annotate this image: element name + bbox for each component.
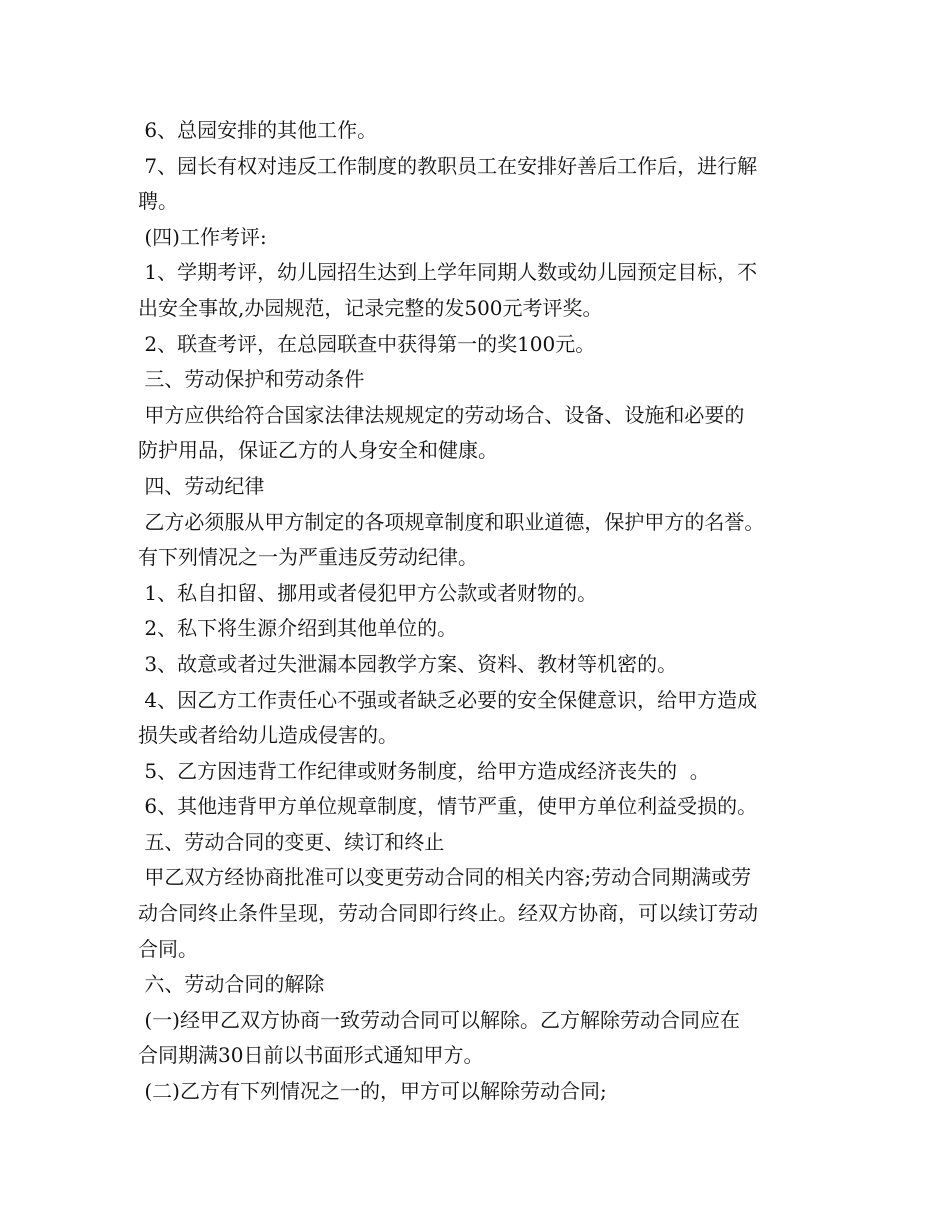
- text-line: 2、联查考评，在总园联查中获得第一的奖100元。: [138, 331, 596, 356]
- text-line: 6、总园安排的其他工作。: [138, 118, 378, 142]
- text-line: 5、乙方因违背工作纪律或财务制度，给甲方造成经济丧失的 。: [138, 758, 710, 783]
- text-line: 有下列情况之一为严重违反劳动纪律。: [138, 545, 478, 570]
- text-line: 动合同终止条件呈现，劳动合同即行终止。经双方协商，可以续订劳动: [138, 901, 758, 926]
- text-line: (二)乙方有下列情况之一的，甲方可以解除劳动合同;: [138, 1079, 607, 1104]
- text-line: 6、其他违背甲方单位规章制度，情节严重，使甲方单位利益受损的。: [138, 794, 758, 819]
- text-line: 乙方必须服从甲方制定的各项规章制度和职业道德，保护甲方的名誉。: [138, 509, 765, 534]
- text-line: 4、因乙方工作责任心不强或者缺乏必要的安全保健意识，给甲方造成: [138, 687, 758, 712]
- section-heading: 四、劳动纪律: [138, 473, 265, 498]
- text-line: 防护用品，保证乙方的人身安全和健康。: [138, 438, 498, 463]
- text-line: 损失或者给幼儿造成侵害的。: [138, 723, 398, 748]
- text-line: 2、私下将生源介绍到其他单位的。: [138, 616, 458, 641]
- text-line: 出安全事故,办园规范，记录完整的发500元考评奖。: [138, 295, 603, 320]
- section-heading: 六、劳动合同的解除: [138, 972, 325, 997]
- text-line: 甲方应供给符合国家法律法规规定的劳动场合、设备、设施和必要的: [138, 402, 745, 427]
- section-heading: 五、劳动合同的变更、续订和终止: [138, 829, 445, 854]
- text-line: 7、园长有权对违反工作制度的教职员工在安排好善后工作后，进行解: [138, 153, 758, 178]
- text-line: 合同。: [138, 936, 198, 961]
- text-line: 1、学期考评，幼儿园招生达到上学年同期人数或幼儿园预定目标，不: [138, 260, 758, 285]
- text-line: 聘。: [138, 189, 178, 214]
- document-body: [138, 113, 828, 1110]
- text-line: 甲乙双方经协商批准可以变更劳动合同的相关内容;劳动合同期满或劳: [138, 865, 752, 890]
- section-heading: 三、劳动保护和劳动条件: [138, 367, 365, 392]
- text-line: (一)经甲乙双方协商一致劳动合同可以解除。乙方解除劳动合同应在: [138, 1007, 740, 1032]
- text-line: 3、故意或者过失泄漏本园教学方案、资料、教材等机密的。: [138, 651, 678, 676]
- text-line: 1、私自扣留、挪用或者侵犯甲方公款或者财物的。: [138, 580, 598, 605]
- text-line: 合同期满30日前以书面形式通知甲方。: [138, 1043, 484, 1068]
- section-heading: (四)工作考评:: [138, 224, 267, 249]
